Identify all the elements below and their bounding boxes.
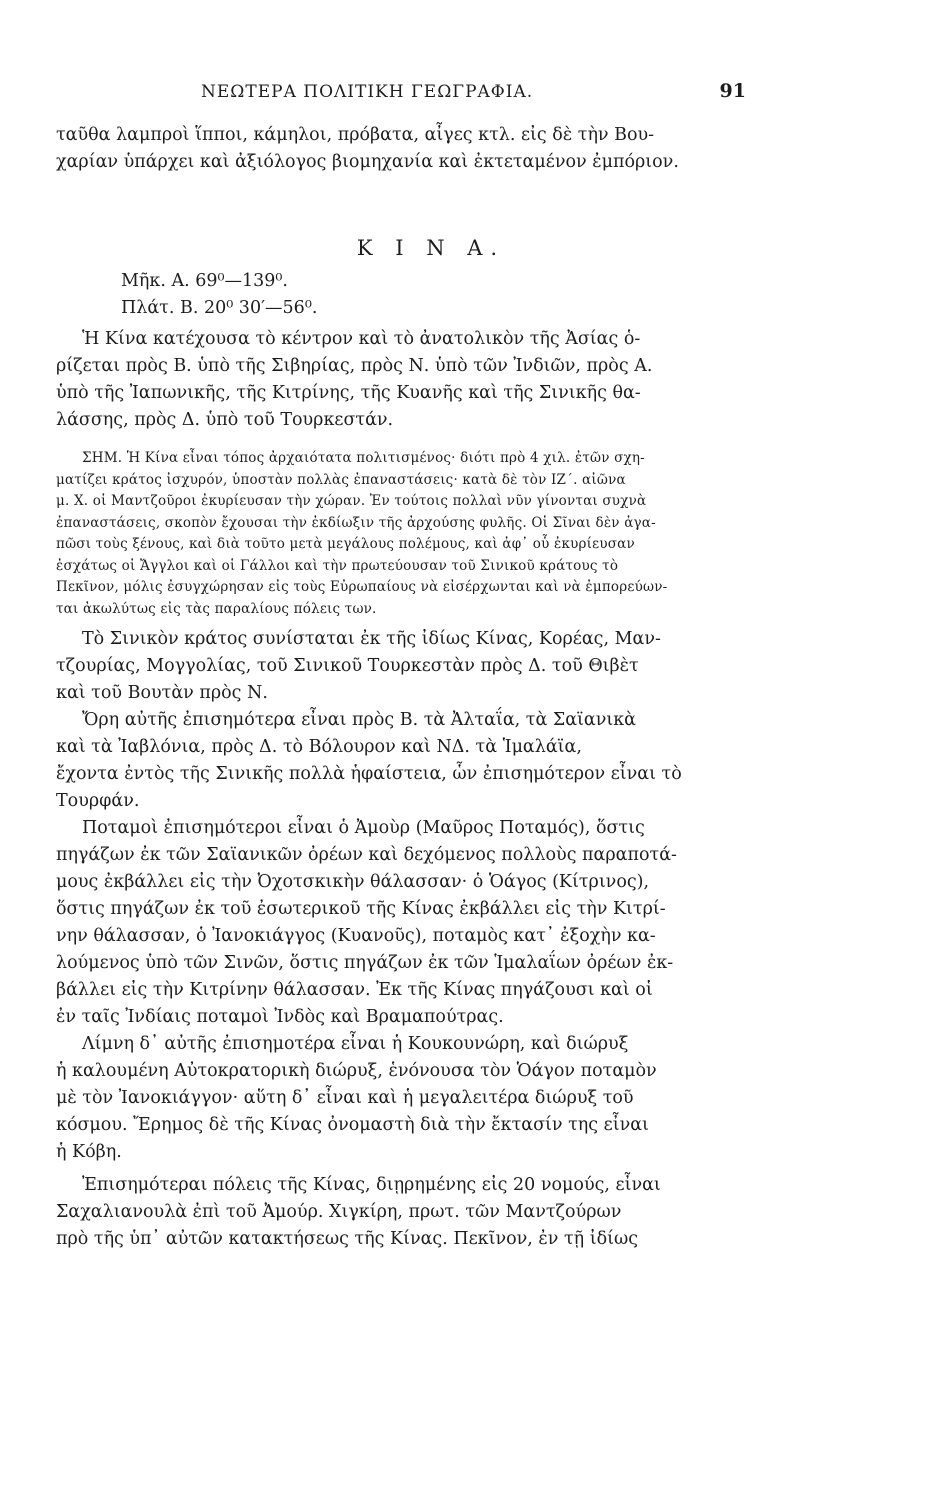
intro-paragraph (56, 122, 746, 176)
text-line: Τὸ Σινικὸν κράτος συνίσταται ἐκ τῆς ἰδίως Κίνας, Κορέας, Μαν- (82, 629, 661, 649)
text-line: ὅστις πηγάζων ἐκ τοῦ ἐσωτερικοῦ τῆς Κίνας ἐκβάλλει εἰς τὴν Κιτρί- (56, 899, 666, 919)
text-line: βάλλει εἰς τὴν Κιτρίνην θάλασσαν. Ἐκ τῆς Κίνας πηγάζουσι καὶ οἱ (56, 980, 653, 1000)
text-line: πρὸ τῆς ὑπ᾽ αὐτῶν κατακτήσεως τῆς Κίνας. Πεκῖνον, ἐν τῇ ἰδίως (56, 1229, 639, 1249)
text-line: ἡ καλουμένη Αὐτοκρατορικὴ διώρυξ, ἑνόνουσα τὸν Ὁάγον ποταμὸν (56, 1061, 657, 1081)
text-line: Ἐπισημότεραι πόλεις τῆς Κίνας, διῃρημένης εἰς 20 νομούς, εἶναι (82, 1175, 661, 1195)
text-line: καὶ τοῦ Βουτὰν πρὸς Ν. (56, 683, 268, 703)
text-line: λούμενος ὑπὸ τῶν Σινῶν, ὅστις πηγάζων ἐκ τῶν Ἱμαλαΐων ὀρέων ἐκ- (56, 953, 674, 973)
note-line: ἐπαναστάσεις, σκοπὸν ἔχουσαι τὴν ἐκδίωξιν τῆς ἀρχούσης φυλῆς. Οἱ Σῖναι δὲν ἀγα- (56, 514, 656, 531)
text-line: μους ἐκβάλλει εἰς τὴν Ὀχοτσκικὴν θάλασσαν· ὁ Ὁάγος (Κίτρινος), (56, 872, 650, 892)
lake-paragraph (56, 1031, 746, 1166)
text-line: καὶ τὰ Ἰαβλόνια, πρὸς Δ. τὸ Βόλουρον καὶ ΝΔ. τὰ Ἱμαλάϊα, (56, 737, 582, 757)
text-line: μὲ τὸν Ἰανοκιάγγον· αὕτη δ᾽ εἶναι καὶ ἡ μεγαλειτέρα διώρυξ τοῦ (56, 1088, 634, 1108)
text-line: ἡ Κόβη. (56, 1142, 122, 1162)
text-line: τζουρίας, Μογγολίας, τοῦ Σινικοῦ Τουρκεστὰν πρὸς Δ. τοῦ Θιβὲτ (56, 656, 639, 676)
note-line: μ. Χ. οἱ Μαντζοῦροι ἐκυρίευσαν τὴν χώραν. Ἐν τούτοις πολλαὶ νῦν γίνονται συχνὰ (56, 493, 647, 509)
mountains-paragraph (56, 707, 746, 815)
text-line: Σαχαλιανουλὰ ἐπὶ τοῦ Ἀμούρ. Χιγκίρη, πρωτ. τῶν Μαντζούρων (56, 1202, 622, 1222)
note-line: πῶσι τοὺς ξένους, καὶ διὰ τοῦτο μετὰ μεγάλους πολέμους, καὶ ἀφ᾽ οὗ ἐκυρίευσαν (56, 536, 635, 552)
text-line: Ποταμοὶ ἐπισημότεροι εἶναι ὁ Ἀμοὺρ (Μαῦρος Ποταμός), ὅστις (82, 818, 645, 838)
text-line: Ὄρη αὐτῆς ἐπισημότερα εἶναι πρὸς Β. τὰ Ἀλταΐα, τὰ Σαϊανικὰ (82, 710, 636, 730)
note-line: ἐσχάτως οἱ Ἄγγλοι καὶ οἱ Γάλλοι καὶ τὴν πρωτεύουσαν τοῦ Σινικοῦ κράτους τὸ (56, 557, 619, 574)
text-line: ἔχοντα ἐντὸς τῆς Σινικῆς πολλὰ ἡφαίστεια, ὧν ἐπισημότερον εἶναι τὸ (56, 764, 682, 784)
note-line: ται ἀκωλύτως εἰς τὰς παραλίους πόλεις των. (56, 600, 377, 617)
text-line: ὑπὸ τῆς Ἰαπωνικῆς, τῆς Κιτρίνης, τῆς Κυανῆς καὶ τῆς Σινικῆς θα- (56, 383, 641, 403)
text-line: λάσσης, πρὸς Δ. ὑπὸ τοῦ Τουρκεστάν. (56, 410, 394, 430)
chapter-title: Κ Ι Ν Α. (356, 236, 506, 260)
text-line: Λίμνη δ᾽ αὐτῆς ἐπισημοτέρα εἶναι ἡ Κουκουνώρη, καὶ διώρυξ (82, 1034, 629, 1054)
text-line: Ἡ Κίνα κατέχουσα τὸ κέντρον καὶ τὸ ἀνατολικὸν τῆς Ἀσίας ὁ- (82, 329, 641, 349)
book-page (56, 82, 746, 1253)
state-paragraph (56, 626, 746, 707)
note-line: Πεκῖνον, μόλις ἐσυγχώρησαν εἰς τοὺς Εὐρωπαίους νὰ εἰσέρχωνται καὶ νὰ ἐμπορεύων- (56, 579, 668, 595)
text-line: νην θάλασσαν, ὁ Ἰανοκιάγγος (Κυανοῦς), ποταμὸς κατ᾽ ἐξοχὴν κα- (56, 926, 656, 946)
note-line: ματίζει κράτος ἰσχυρόν, ὑποστὰν πολλὰς ἐπαναστάσεις· κατὰ δὲ τὸν ΙΖ΄. αἰῶνα (56, 471, 626, 488)
rivers-paragraph (56, 815, 746, 1031)
note-line: ΣΗΜ. Ἡ Κίνα εἶναι τόπος ἀρχαιότατα πολιτισμένος· διότι πρὸ 4 χιλ. ἐτῶν σχη- (82, 450, 645, 466)
running-title: ΝΕΩΤΕΡΑ ΠΟΛΙΤΙΚΗ ΓΕΩΓΡΑΦΙΑ. (201, 82, 534, 102)
coordinates-block (56, 268, 746, 322)
text-line: Τουρφάν. (56, 791, 140, 811)
borders-paragraph (56, 326, 746, 434)
text-line: κόσμου. Ἔρημος δὲ τῆς Κίνας ὀνομαστὴ διὰ τὴν ἔκτασίν της εἶναι (56, 1115, 649, 1135)
cities-paragraph (56, 1172, 746, 1253)
latitude: Πλάτ. Β. 20⁰ 30′—56⁰. (121, 298, 318, 318)
text-line: ἐν ταῖς Ἰνδίαις ποταμοὶ Ἰνδὸς καὶ Βραμαπούτρας. (56, 1007, 504, 1027)
longitude: Μῆκ. Α. 69⁰—139⁰. (121, 271, 288, 291)
text-line: ταῦθα λαμπροὶ ἵπποι, κάμηλοι, πρόβατα, αἶγες κτλ. εἰς δὲ τὴν Βου- (56, 125, 655, 145)
text-line: πηγάζων ἐκ τῶν Σαϊανικῶν ὀρέων καὶ δεχόμενος πολλοὺς παραποτά- (56, 845, 677, 865)
text-line: ρίζεται πρὸς Β. ὑπὸ τῆς Σιβηρίας, πρὸς Ν. ὑπὸ τῶν Ἰνδιῶν, πρὸς Α. (56, 356, 653, 376)
text-line: χαρίαν ὑπάρχει καὶ ἀξιόλογος βιομηχανία καὶ ἐκτεταμένον ἐμπόριον. (56, 152, 679, 172)
running-header (56, 82, 746, 122)
note-paragraph (56, 448, 746, 620)
page-number: 91 (719, 80, 746, 102)
